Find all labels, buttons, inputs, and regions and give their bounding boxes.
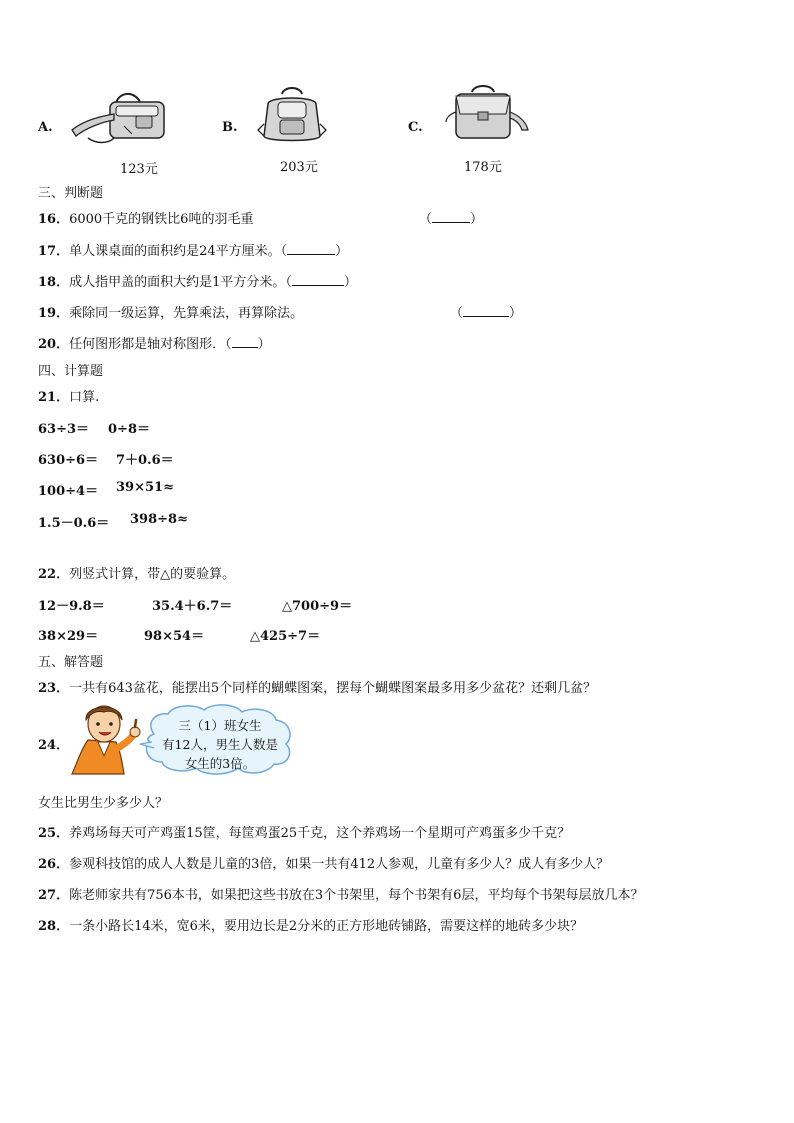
option-b-label: B. <box>222 120 238 135</box>
vertical-calc-item: 12－9.8＝ <box>38 599 105 614</box>
question-24-number: 24． <box>38 738 70 753</box>
vertical-calc-item: 98×54＝ <box>144 629 205 644</box>
question-23 <box>38 677 596 696</box>
option-a-price: 123元 <box>120 162 158 177</box>
question-text: 口算. <box>69 390 100 405</box>
question-text: 6000千克的钢铁比6吨的羽毛重 <box>69 212 254 227</box>
question-28 <box>38 915 583 934</box>
mental-math-item: 63÷3＝ <box>38 422 90 437</box>
question-text: 一共有643盆花，能摆出5个同样的蝴蝶图案，摆每个蝴蝶图案最多用多少盆花？还剩几盆？ <box>69 681 597 696</box>
question-text: 乘除同一级运算，先算乘法，再算除法。 <box>69 306 304 321</box>
option-b-price: 203元 <box>280 160 318 175</box>
messenger-bag-icon <box>68 86 172 148</box>
question-text: 单人课桌面的面积约是24平方厘米。（ <box>69 244 288 259</box>
mental-math-item: 398÷8≈ <box>130 512 188 527</box>
section-4-title: 四、计算题 <box>38 364 104 379</box>
question-number: 16． <box>38 212 70 227</box>
question-text: 参观科技馆的成人人数是儿童的3倍，如果一共有412人参观，儿童有多少人？成人有多少人？ <box>69 857 610 872</box>
option-c-label: C. <box>408 120 423 135</box>
satchel-icon <box>442 82 532 144</box>
question-number: 17． <box>38 244 70 259</box>
question-19 <box>38 302 303 321</box>
vertical-calc-item: △700÷9＝ <box>282 599 353 614</box>
question-24-text: 女生比男生少多少人？ <box>38 796 169 811</box>
mental-math-item: 630÷6＝ <box>38 453 99 468</box>
backpack-icon <box>256 84 328 148</box>
question-number: 20． <box>38 337 70 352</box>
question-number: 27． <box>38 888 70 903</box>
answer-blank-20[interactable] <box>232 335 258 348</box>
question-text: 养鸡场每天可产鸡蛋15筐，每筐鸡蛋25千克，这个养鸡场一个星期可产鸡蛋多少千克？ <box>69 826 571 841</box>
answer-bracket-16[interactable]: （ ） <box>419 212 484 227</box>
section-5-title: 五、解答题 <box>38 655 104 670</box>
section-3-title: 三、判断题 <box>38 186 104 201</box>
question-number: 28． <box>38 919 70 934</box>
mental-math-item: 0÷8＝ <box>108 422 150 437</box>
answer-bracket-19[interactable]: （ ） <box>450 306 523 321</box>
question-26 <box>38 853 609 872</box>
mental-math-item: 39×51≈ <box>116 480 174 495</box>
vertical-calc-item: △425÷7＝ <box>250 629 321 644</box>
question-text: 一条小路长14米，宽6米，要用边长是2分米的正方形地砖铺路，需要这样的地砖多少块？ <box>69 919 584 934</box>
mental-math-item: 100÷4＝ <box>38 484 99 499</box>
question-20: 20．任何图形都是轴对称图形．（ ） <box>38 337 271 352</box>
question-21 <box>38 386 99 405</box>
question-number: 21． <box>38 390 70 405</box>
question-17: 17．单人课桌面的面积约是24平方厘米。（ ） <box>38 244 349 259</box>
question-22 <box>38 563 235 582</box>
vertical-calc-item: 38×29＝ <box>38 629 99 644</box>
question-text: 任何图形都是轴对称图形．（ <box>69 337 232 352</box>
vertical-calc-item: 35.4＋6.7＝ <box>152 599 233 614</box>
answer-blank-17[interactable] <box>287 242 335 255</box>
question-18: 18．成人指甲盖的面积大约是1平方分米。（ ） <box>38 275 357 290</box>
question-16 <box>38 208 253 227</box>
question-text: 陈老师家共有756本书，如果把这些书放在3个书架里，每个书架有6层，平均每个书架每层放几本？ <box>69 888 644 903</box>
option-c-price: 178元 <box>464 160 502 175</box>
mental-math-item: 7＋0.6＝ <box>116 453 174 468</box>
boy-speaking-icon <box>64 700 148 776</box>
question-number: 25． <box>38 826 70 841</box>
question-number: 26． <box>38 857 70 872</box>
speech-bubble-text: 三（1）班女生 有12人，男生人数是 女生的3倍。 <box>162 718 278 771</box>
answer-blank-18[interactable] <box>292 273 344 286</box>
option-a-label: A. <box>38 120 53 135</box>
question-number: 23． <box>38 681 70 696</box>
question-27 <box>38 884 643 903</box>
question-25 <box>38 822 570 841</box>
question-text: 成人指甲盖的面积大约是1平方分米。（ <box>69 275 292 290</box>
mental-math-item: 1.5－0.6＝ <box>38 516 110 531</box>
question-number: 19． <box>38 306 70 321</box>
question-text: 列竖式计算，带△的要验算。 <box>69 567 236 582</box>
question-number: 22． <box>38 567 70 582</box>
question-number: 18． <box>38 275 70 290</box>
